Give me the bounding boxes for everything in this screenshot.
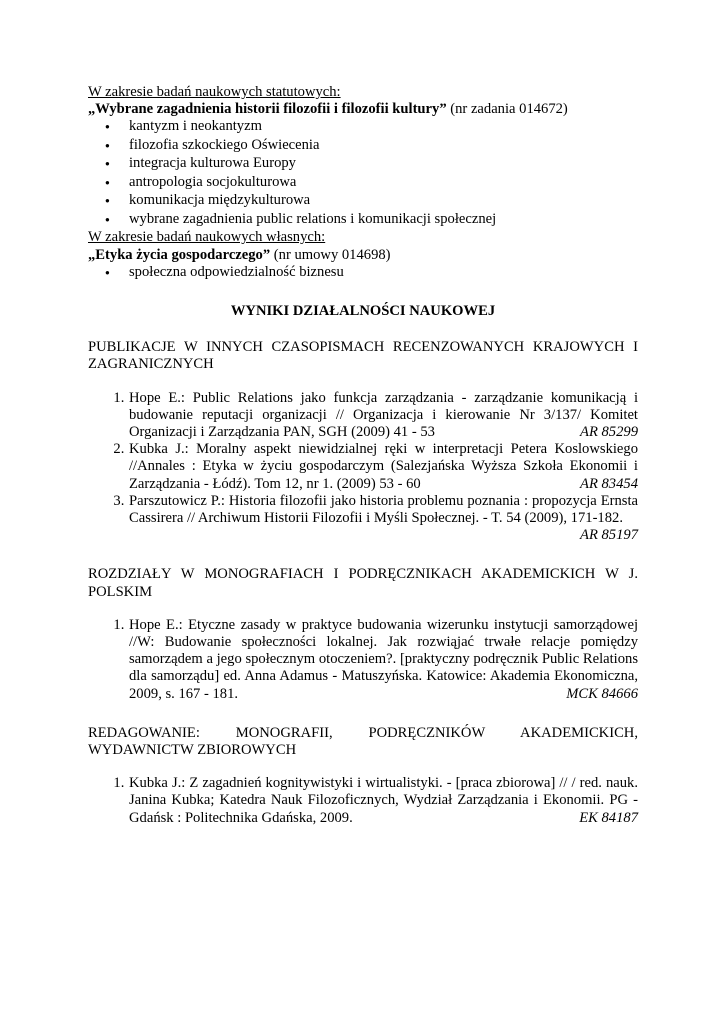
statutory-bullet-list [88,118,638,228]
list-item: ● kantyzm i neokantyzm [129,118,638,135]
list-item [128,493,638,545]
statutory-topic [88,101,638,118]
reference-signature: AR 83454 [580,475,638,492]
own-bullet-list [88,264,638,281]
reference-signature: AR 85197 [580,527,638,544]
list-item: ● antropologia socjokulturowa [129,174,638,191]
list-item [128,617,638,703]
reference-signature: MCK 84666 [566,685,638,702]
reference-text: Hope E.: Public Relations jako funkcja zarządzania - zarządzanie komunikacją i budowanie reputacji organizacji // Organizacja i kierowanie Nr 3/137/ Komitet Organizacji i Zarządzania PAN, SGH (2009) 41 - 53 [129,389,638,441]
publications-heading-line1: PUBLIKACJE W INNYCH CZASOPISMACH RECENZOWANYCH KRAJOWYCH I [88,339,638,356]
own-research-topic [88,247,638,264]
chapters-heading-line1: ROZDZIAŁY W MONOGRAFIACH I PODRĘCZNIKACH AKADEMICKICH W J. [88,566,638,583]
reference-signature: AR 85299 [580,424,638,441]
publications-list [88,390,638,545]
list-item: ● filozofia szkockiego Oświecenia [129,137,638,154]
publications-heading [88,339,638,373]
list-item [128,441,638,493]
chapters-list [88,617,638,703]
list-item [128,775,638,827]
list-item: ● komunikacja międzykulturowa [129,192,638,209]
chapters-heading-line2: POLSKIM [88,583,153,600]
publications-heading-line2: ZAGRANICZNYCH [88,356,214,373]
list-item: ● wybrane zagadnienia public relations i komunikacji społecznej [129,211,638,228]
results-title: WYNIKI DZIAŁALNOŚCI NAUKOWEJ [230,303,496,320]
editing-heading [88,725,638,759]
document-page [88,84,638,827]
reference-text: Hope E.: Etyczne zasady w praktyce budowania wizerunku instytucji samorządowej //W: Budowanie społeczności lokalnej. Jak rozwiąjać trwałe relacje pomiędzy samorządem a jego społecznym otoczeniem?. [praktyczny podręcznik Public Relations dla samorządu] ed. Anna Adamus - Matuszyńska. Katowice: Akademia Ekonomiczna, 2009, s. 167 - 181. [129,616,638,702]
own-topic-number: (nr umowy 014698) [270,246,391,263]
own-topic-title: „Etyka życia gospodarczego” [88,246,271,263]
statutory-topic-title: „Wybrane zagadnienia historii filozofii i filozofii kultury” [88,101,447,118]
reference-text: Kubka J.: Moralny aspekt niewidzialnej ręki w interpretacji Petera Koslowskiego //Annales : Etyka w życiu gospodarczym (Salezjańska Wyższa Szkoła Ekonomii i Zarządzania - Łódź). Tom 12, nr 1. (2009) 53 - 60 [129,441,638,492]
reference-signature: EK 84187 [579,809,638,826]
statutory-topic-number: (nr zadania 014672) [446,101,568,118]
list-item: ● społeczna odpowiedzialność biznesu [129,264,638,281]
chapters-heading [88,566,638,600]
editing-heading-line2: WYDAWNICTW ZBIOROWYCH [88,742,297,759]
statutory-heading: W zakresie badań naukowych statutowych: [88,84,341,100]
reference-text: Kubka J.: Z zagadnień kognitywistyki i wirtualistyki. - [praca zbiorowa] // / red. nauk. Janina Kubka; Katedra Nauk Filozoficznych, Wydział Zarządzania i Ekonomii. PG - Gdańsk : Politechnika Gdańska, 2009. [129,775,638,826]
reference-text: Parszutowicz P.: Historia filozofii jako historia problemu poznania : propozycja Ernsta Cassirera // Archiwum Historii Filozofii i Myśli Społecznej. - T. 54 (2009), 171-182. [129,492,638,527]
editing-heading-line1: REDAGOWANIE: MONOGRAFII, PODRĘCZNIKÓW AKADEMICKICH, [88,724,638,741]
list-item: ● integracja kulturowa Europy [129,155,638,172]
list-item [128,390,638,442]
editing-list [88,775,638,827]
own-research-heading: W zakresie badań naukowych własnych: [88,229,326,246]
